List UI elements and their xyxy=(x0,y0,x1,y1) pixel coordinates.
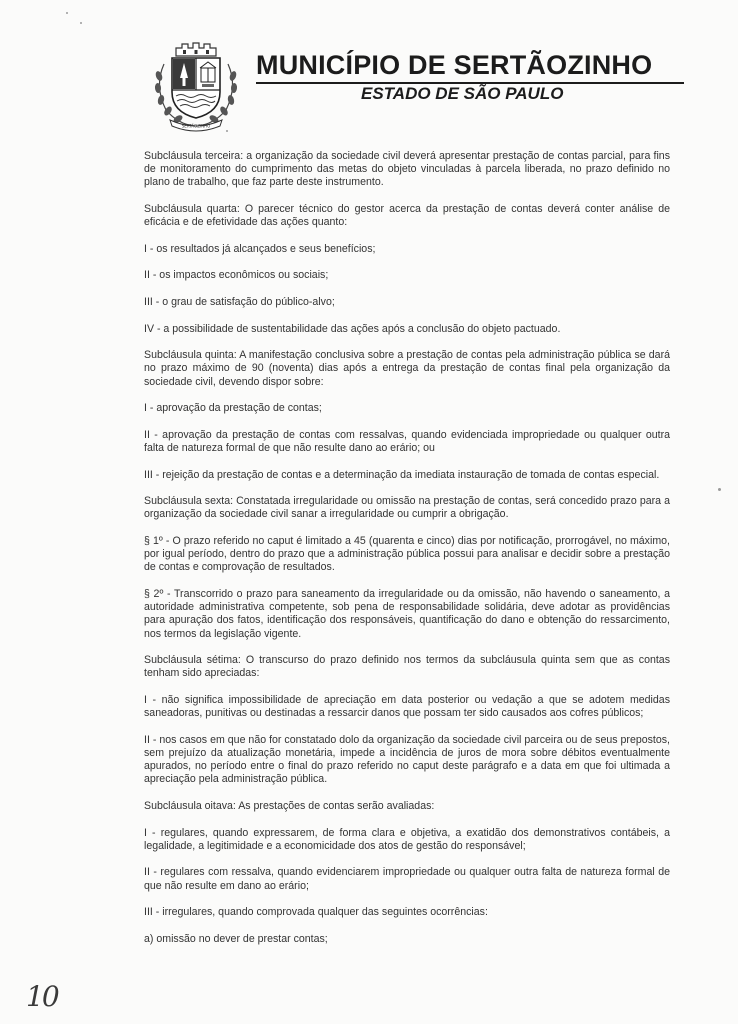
scan-speck xyxy=(718,488,721,491)
letterhead-subtitle: ESTADO DE SÃO PAULO xyxy=(361,84,564,103)
municipal-crest-icon xyxy=(150,40,242,132)
list-item: III - irregulares, quando comprovada qualquer das seguintes ocorrências: xyxy=(144,906,488,919)
scan-speck xyxy=(80,22,82,24)
list-item: I - os resultados já alcançados e seus benefícios; xyxy=(144,242,376,255)
paragraph: Subcláusula oitava: As prestações de contas serão avaliadas: xyxy=(144,799,435,812)
crest-caption: SERTÃOZINHO xyxy=(181,123,211,129)
list-item: II - nos casos em que não for constatado dolo da organização da sociedade civil parceira ou de seus prepostos, sem prejuízo da atualização monetária, impede a incidência de juros de mora sobre débitos eventualmente apurados, no período entre o final do prazo referido no caput deste parágrafo e a data em que foi ultimada a apreciação pela administração pública. xyxy=(144,733,670,786)
document-body xyxy=(144,150,670,959)
list-item: I - regulares, quando expressarem, de forma clara e objetiva, a exatidão dos demonstrativos contábeis, a legalidade, a legitimidade e a economicidade dos atos de gestão do responsável; xyxy=(144,826,670,852)
letterhead-title: MUNICÍPIO DE SERTÃOZINHO xyxy=(256,50,653,80)
scan-speck xyxy=(226,130,228,132)
paragraph: Subcláusula quarta: O parecer técnico do gestor acerca da prestação de contas deverá conter análise de eficácia e de efetividade das ações quanto: xyxy=(144,203,670,229)
paragraph: Subcláusula terceira: a organização da sociedade civil deverá apresentar prestação de contas parcial, para fins de monitoramento do cumprimento das metas do objeto vinculadas à parcela liberada, no prazo definido no plano de trabalho, que faz parte deste instrumento. xyxy=(144,150,670,189)
scan-speck xyxy=(66,12,68,14)
list-item: I - aprovação da prestação de contas; xyxy=(144,402,322,415)
list-item: IV - a possibilidade de sustentabilidade das ações após a conclusão do objeto pactuado. xyxy=(144,322,561,335)
list-item: III - rejeição da prestação de contas e a determinação da imediata instauração de tomada de contas especial. xyxy=(144,468,660,481)
list-item: II - aprovação da prestação de contas com ressalvas, quando evidenciada impropriedade ou qualquer outra falta de natureza formal de que não resulte dano ao erário; ou xyxy=(144,428,670,454)
list-item: a) omissão no dever de prestar contas; xyxy=(144,932,328,945)
paragraph: § 2º - Transcorrido o prazo para saneamento da irregularidade ou da omissão, não havendo o saneamento, a autoridade administrativa competente, sob pena de responsabilidade solidária, deve adotar as providências para apuração dos fatos, identificação dos responsáveis, quantificação do dano e obtenção do ressarcimento, nos termos da legislação vigente. xyxy=(144,587,670,640)
list-item: III - o grau de satisfação do público-alvo; xyxy=(144,295,335,308)
list-item: II - regulares com ressalva, quando evidenciarem impropriedade ou qualquer outra falta de natureza formal de que não resulte em dano ao erário; xyxy=(144,866,670,892)
paragraph: Subcláusula sexta: Constatada irregularidade ou omissão na prestação de contas, será concedido prazo para a organização da sociedade civil sanar a irregularidade ou cumprir a obrigação. xyxy=(144,495,670,521)
paragraph: Subcláusula sétima: O transcurso do prazo definido nos termos da subcláusula quinta sem que as contas tenham sido apreciadas: xyxy=(144,654,670,680)
list-item: I - não significa impossibilidade de apreciação em data posterior ou vedação a que se adotem medidas saneadoras, punitivas ou destinadas a ressarcir danos que possam ter sido causados aos cofres públicos; xyxy=(144,693,670,720)
list-item: II - os impactos econômicos ou sociais; xyxy=(144,269,329,282)
paragraph: § 1º - O prazo referido no caput é limitado a 45 (quarenta e cinco) dias por notificação, prorrogável, no máximo, por igual período, dentro do prazo que a administração pública possui para analisar e decidir sobre a prestação de contas e comprovação de resultados. xyxy=(144,534,670,574)
handwritten-page-number: 10 xyxy=(26,980,58,1013)
letterhead xyxy=(150,40,690,140)
paragraph: Subcláusula quinta: A manifestação conclusiva sobre a prestação de contas pela administração pública se dará no prazo máximo de 90 (noventa) dias após a entrega da prestação de contas final pela organização da sociedade civil, devendo dispor sobre: xyxy=(144,349,670,388)
